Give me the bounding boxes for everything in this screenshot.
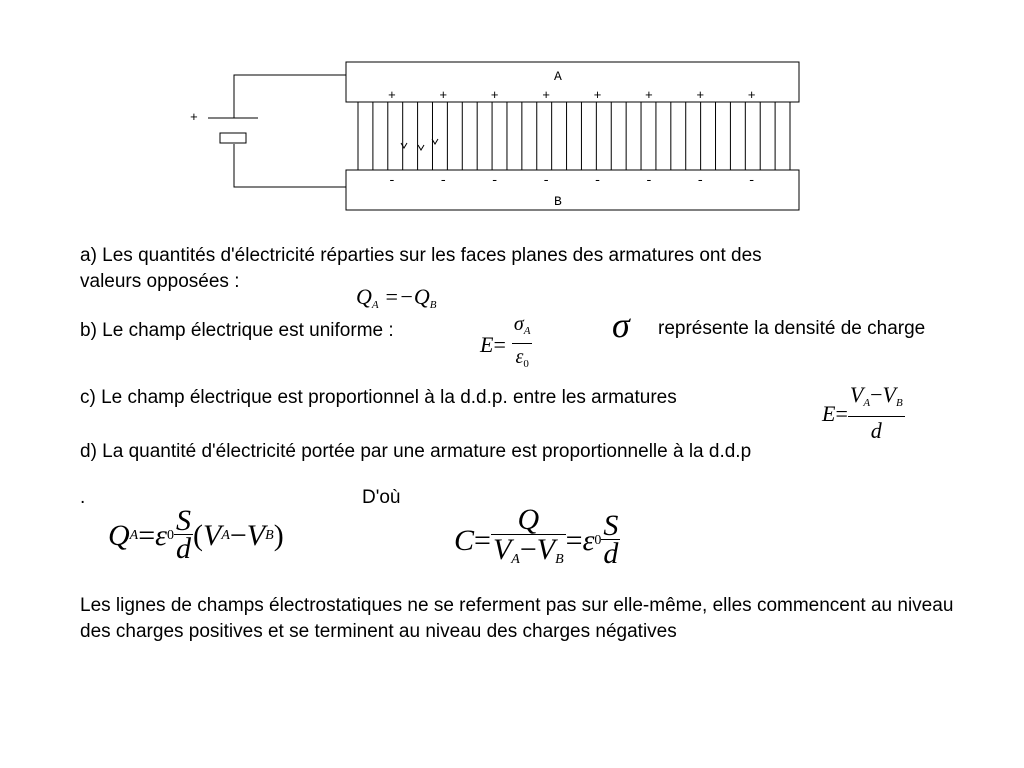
- statement-a-line1: a) Les quantités d'électricité réparties sur les faces planes des armatures ont des: [80, 245, 762, 266]
- fraction: [848, 382, 905, 445]
- d-symbol: d: [175, 532, 191, 563]
- minus-sign: -: [542, 173, 551, 188]
- fraction: [174, 508, 193, 563]
- v-symbol: V: [849, 382, 864, 407]
- v-symbol: V: [492, 533, 512, 566]
- minus-sign: -: [388, 173, 396, 188]
- v-symbol: V: [536, 533, 556, 566]
- epsilon-symbol: ε: [515, 346, 524, 368]
- plus-sign: +: [439, 88, 448, 103]
- plate-b: [346, 170, 799, 210]
- sigma-large: σ: [612, 305, 630, 345]
- plus-sign: +: [696, 88, 705, 103]
- e-symbol: E: [480, 331, 494, 357]
- v-symbol: V: [202, 518, 222, 552]
- minus-sign: -: [593, 173, 602, 188]
- minus-sign: -: [490, 173, 499, 188]
- minus-sign: −: [519, 533, 537, 566]
- statement-c: c) Le champ électrique est proportionnel à la d.d.p. entre les armatures: [80, 387, 677, 408]
- formula-e-sigma: [480, 312, 532, 377]
- arrow-down-icon: [418, 145, 424, 150]
- minus-sign: -: [439, 173, 448, 188]
- d-symbol: d: [870, 418, 882, 443]
- plus-sign: +: [593, 88, 602, 103]
- c-symbol: C: [454, 523, 475, 557]
- plus-sign: +: [645, 88, 653, 103]
- formula-e-v: [822, 382, 905, 445]
- d-symbol: d: [603, 537, 619, 570]
- sub-b: B: [429, 299, 437, 311]
- bottom-wire: [234, 144, 346, 187]
- q-symbol: Q: [517, 506, 540, 536]
- fraction: [601, 509, 620, 570]
- plate-a: [346, 62, 799, 102]
- statement-a-line2: valeurs opposées :: [80, 271, 240, 292]
- sigma-description: représente la densité de charge: [658, 318, 926, 339]
- plus-sign: +: [542, 88, 551, 103]
- battery-negative-plate: [220, 133, 246, 143]
- q-symbol: Q: [356, 284, 372, 309]
- minus-sign: -: [696, 173, 705, 188]
- sub-a: A: [523, 325, 531, 337]
- v-symbol: V: [882, 382, 896, 407]
- equals-minus: =−: [378, 284, 414, 309]
- sub-a: A: [511, 552, 520, 567]
- equals-sign: =: [493, 331, 506, 357]
- fraction: [491, 506, 566, 575]
- plate-a-label: A: [554, 69, 562, 84]
- s-symbol: S: [603, 509, 619, 542]
- minus-sign: −: [229, 518, 247, 552]
- arrow-down-icon: [401, 143, 407, 148]
- statement-b: b) Le champ électrique est uniforme :: [80, 320, 394, 341]
- open-paren: (: [192, 518, 203, 552]
- s-symbol: S: [175, 508, 191, 537]
- sub-zero: 0: [523, 358, 529, 370]
- minus-sign: -: [747, 173, 756, 188]
- sub-zero: 0: [166, 527, 174, 543]
- dot: .: [80, 487, 86, 508]
- statement-d: d) La quantité d'électricité portée par une armature est proportionnelle à la d.d.p: [80, 441, 752, 462]
- fraction: [512, 312, 533, 377]
- equals-sign: =: [835, 400, 848, 426]
- top-wire: [234, 75, 346, 118]
- sub-b: B: [265, 527, 274, 543]
- e-symbol: E: [822, 400, 836, 426]
- sub-a: A: [221, 527, 230, 543]
- formula-qa-qb: [356, 284, 436, 311]
- minus-sign: -: [645, 173, 653, 188]
- epsilon-symbol: ε: [582, 523, 595, 557]
- plus-sign: +: [747, 88, 756, 103]
- sub-a: A: [129, 527, 139, 543]
- plus-sign: +: [490, 88, 499, 103]
- sub-a: A: [371, 299, 379, 311]
- v-symbol: V: [246, 518, 266, 552]
- sub-b: B: [895, 397, 903, 409]
- plus-sign: +: [388, 88, 396, 103]
- sub-b: B: [555, 552, 564, 567]
- sub-zero: 0: [594, 532, 602, 548]
- epsilon-symbol: ε: [155, 518, 167, 552]
- formula-q: [108, 508, 298, 563]
- dou-label: D'où: [362, 487, 401, 508]
- capacitor-diagram: [0, 0, 1024, 230]
- battery-plus-sign: +: [190, 110, 198, 125]
- conclusion-paragraph: Les lignes de champs électrostatiques ne se referment pas sur elle-même, elles commencent au niveau des charges positives et se terminent au niveau des charges négatives: [80, 595, 954, 642]
- equals-sign: =: [138, 518, 156, 552]
- sigma-symbol: σ: [513, 313, 524, 335]
- minus-sign: −: [870, 382, 883, 407]
- equals-sign: =: [474, 523, 491, 557]
- equals-sign: =: [565, 523, 583, 557]
- plate-b-label: B: [554, 194, 562, 209]
- q-symbol: Q: [108, 518, 130, 552]
- field-lines: [358, 102, 790, 170]
- close-paren: ): [273, 518, 284, 552]
- formula-c: [454, 506, 636, 575]
- sub-a: A: [863, 397, 871, 409]
- q-symbol: Q: [413, 284, 430, 309]
